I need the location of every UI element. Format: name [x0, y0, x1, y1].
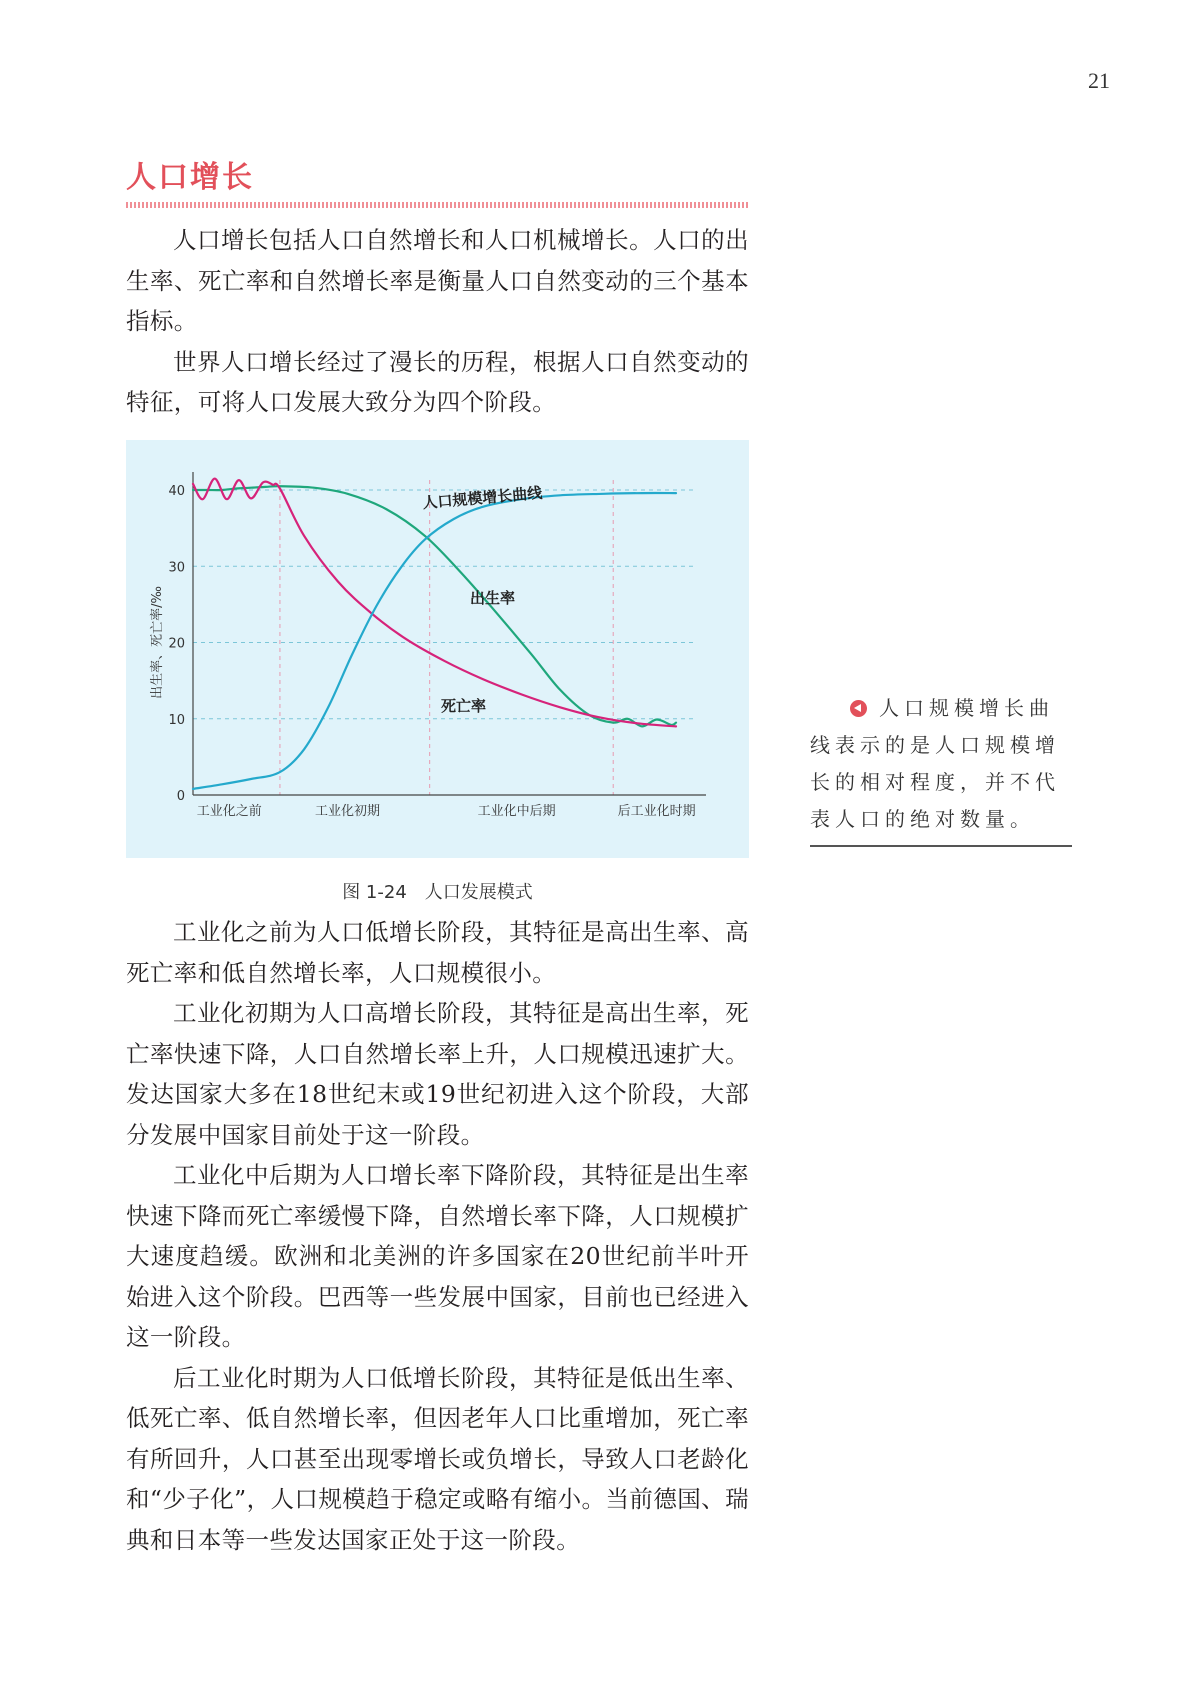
stage-label: 工业化之前	[196, 804, 262, 819]
intro-text	[126, 220, 749, 423]
stage-label: 工业化中后期	[477, 804, 556, 819]
population-size-line	[193, 493, 676, 789]
left-arrow-circle-icon	[850, 700, 867, 717]
paragraph: 后工业化时期为人口低增长阶段，其特征是低出生率、低死亡率、低自然增长率，但因老年人口比重增加，死亡率有所回升，人口甚至出现零增长或负增长，导致人口老龄化和“少子化”，人口规模趋于稳定或略有缩小。当前德国、瑞典和日本等一些发达国家正处于这一阶段。	[126, 1363, 749, 1554]
stages-text	[126, 912, 749, 1560]
y-tick-label: 40	[168, 484, 185, 499]
y-axis-label: 出生率、死亡率/‰	[150, 586, 165, 699]
sidenote-text: 人口规模增长曲线表示的是人口规模增长的相对程度，并不代表人口的绝对数量。	[810, 696, 1060, 831]
sidenote	[810, 690, 1072, 838]
title-rule	[126, 202, 749, 208]
population-chart	[126, 440, 749, 858]
series-annotation: 人口规模增长曲线	[421, 483, 543, 513]
paragraph: 工业化初期为人口高增长阶段，其特征是高出生率，死亡率快速下降，人口自然增长率上升，人口规模迅速扩大。发达国家大多在18世纪末或19世纪初进入这个阶段，大部分发展中国家目前处于这一阶段。	[126, 999, 749, 1149]
y-tick-label: 20	[168, 636, 185, 652]
paragraph: 工业化之前为人口低增长阶段，其特征是高出生率、高死亡率和低自然增长率，人口规模很小。	[126, 918, 749, 987]
y-tick-label: 0	[176, 789, 185, 804]
series-annotation: 出生率	[469, 588, 515, 607]
paragraph: 人口增长包括人口自然增长和人口机械增长。人口的出生率、死亡率和自然增长率是衡量人口自然变动的三个基本指标。	[126, 226, 749, 335]
figure-title: 人口发展模式	[424, 882, 533, 903]
population-model-figure	[126, 440, 749, 858]
stage-label: 工业化初期	[315, 804, 381, 819]
paragraph: 世界人口增长经过了漫长的历程，根据人口自然变动的特征，可将人口发展大致分为四个阶段。	[126, 347, 749, 416]
stage-label: 后工业化时期	[617, 804, 696, 819]
paragraph: 工业化中后期为人口增长率下降阶段，其特征是出生率快速下降而死亡率缓慢下降，自然增长率下降，人口规模扩大速度趋缓。欧洲和北美洲的许多国家在20世纪前半叶开始进入这个阶段。巴西等一些发展中国家，目前也已经进入这一阶段。	[126, 1161, 749, 1351]
death-rate-line	[193, 479, 676, 727]
birth-rate-line	[193, 483, 676, 726]
series-annotation: 死亡率	[440, 697, 486, 716]
sidenote-rule	[810, 845, 1072, 847]
y-tick-label: 30	[168, 560, 185, 576]
figure-number: 图 1-24	[342, 882, 407, 903]
section-title: 人口增长	[126, 160, 254, 195]
page-number: 21	[1088, 68, 1110, 93]
figure-caption	[126, 878, 749, 904]
y-tick-label: 10	[168, 712, 185, 728]
